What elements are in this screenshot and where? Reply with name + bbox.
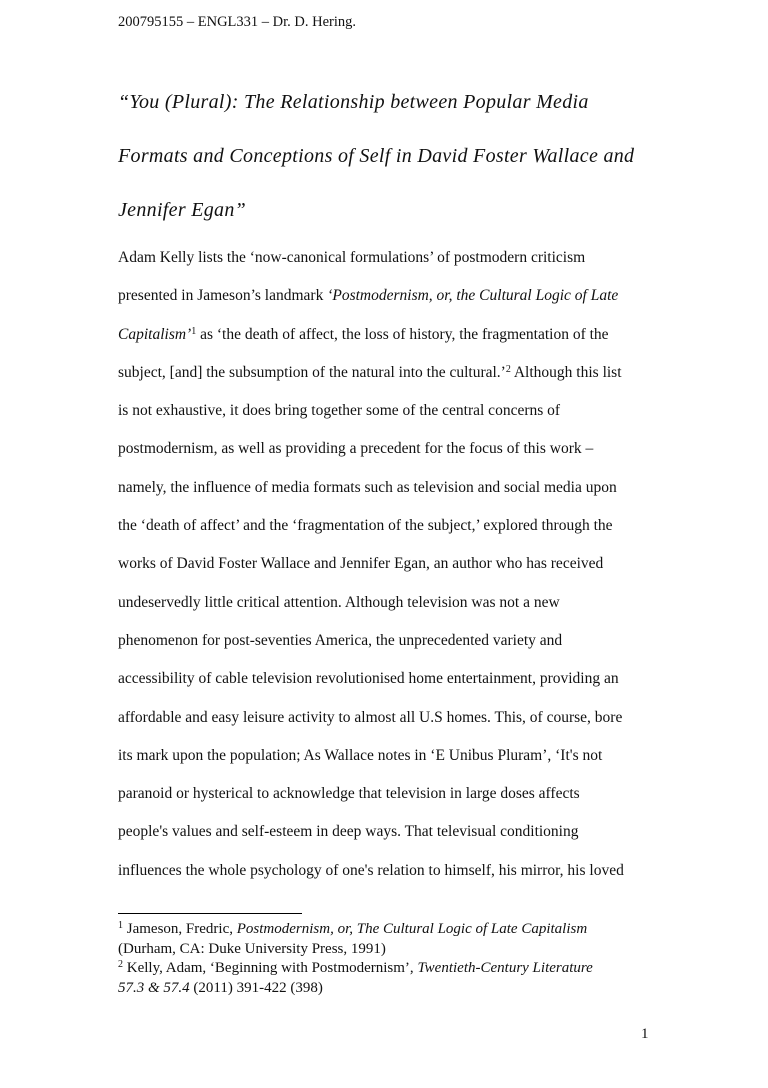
text-segment: subject, [and] the subsumption of the natural into the cultural.’ [118, 363, 506, 381]
body-line [118, 476, 624, 514]
footnote-line [118, 959, 593, 979]
text-segment: Postmodernism, or, The Cultural Logic of Late Capitalism [236, 921, 588, 937]
footnote-line [118, 979, 593, 999]
body-line [118, 323, 624, 361]
text-segment: works of David Foster Wallace and Jennifer Egan, an author who has received [118, 555, 604, 573]
text-segment: its mark upon the population; As Wallace notes in ‘E Unibus Pluram’, ‘It's not [118, 746, 603, 764]
body-line [118, 552, 624, 590]
footnote-line [118, 920, 593, 940]
body-line [118, 859, 624, 897]
body-line [118, 782, 624, 820]
page-number: 1 [641, 1026, 649, 1042]
footnote-marker: 2 [505, 363, 511, 375]
text-segment: (Durham, CA: Duke University Press, 1991) [118, 940, 386, 957]
text-segment: the ‘death of affect’ and the ‘fragmentation of the subject,’ explored through the [118, 517, 613, 535]
title-line: Formats and Conceptions of Self in David Foster Wallace and [118, 145, 635, 167]
text-segment: as ‘the death of affect, the loss of history, the fragmentation of the [196, 325, 609, 343]
text-segment: paranoid or hysterical to acknowledge that television in large doses affects [118, 785, 580, 803]
text-segment: namely, the influence of media formats such as television and social media upon [118, 478, 617, 496]
text-segment: undeservedly little critical attention. Although television was not a new [118, 593, 560, 611]
body-line [118, 246, 624, 284]
body-line [118, 667, 624, 705]
footnote-marker: 2 [118, 959, 123, 970]
body-line [118, 706, 624, 744]
text-segment: (2011) 391-422 (398) [189, 979, 323, 996]
running-header: 200795155 – ENGL331 – Dr. D. Hering. [118, 14, 357, 30]
body-line [118, 591, 624, 629]
body-line [118, 284, 624, 322]
text-segment: accessibility of cable television revolutionised home entertainment, providing an [118, 670, 619, 688]
essay-title [118, 88, 634, 250]
text-segment: affordable and easy leisure activity to almost all U.S homes. This, of course, bore [118, 708, 623, 726]
text-segment: people's values and self-esteem in deep ways. That televisual conditioning [118, 823, 579, 841]
body-text [118, 246, 624, 897]
text-segment: Adam Kelly lists the ‘now-canonical formulations’ of postmodern criticism [118, 249, 586, 266]
body-line [118, 629, 624, 667]
title-line: Jennifer Egan” [118, 199, 247, 221]
text-segment: ‘Postmodernism, or, the Cultural Logic of Late [327, 287, 619, 305]
text-segment: postmodernism, as well as providing a precedent for the focus of this work – [118, 440, 594, 458]
body-line [118, 361, 624, 399]
text-segment: is not exhaustive, it does bring together some of the central concerns of [118, 402, 561, 420]
footnote-marker: 1 [118, 920, 123, 931]
text-segment: Kelly, Adam, ‘Beginning with Postmodernism’, [123, 960, 418, 976]
body-line [118, 399, 624, 437]
footnote-marker: 1 [191, 325, 197, 337]
body-line [118, 514, 624, 552]
footnotes [118, 920, 593, 998]
footnote-line [118, 940, 593, 960]
text-segment: presented in Jameson’s landmark [118, 287, 328, 305]
text-segment: 57.3 & 57.4 [118, 979, 190, 996]
text-segment: phenomenon for post-seventies America, the unprecedented variety and [118, 631, 563, 649]
body-line [118, 437, 624, 475]
text-segment: Twentieth-Century Literature [417, 960, 593, 976]
title-line: “You (Plural): The Relationship between Popular Media [118, 91, 589, 113]
text-segment: Capitalism’ [118, 325, 192, 343]
body-line [118, 820, 624, 858]
text-segment: influences the whole psychology of one's relation to himself, his mirror, his loved [118, 861, 624, 879]
text-segment: Although this list [510, 363, 622, 381]
body-line [118, 744, 624, 782]
text-segment: Jameson, Fredric, [123, 921, 237, 937]
footnote-separator [118, 913, 302, 914]
